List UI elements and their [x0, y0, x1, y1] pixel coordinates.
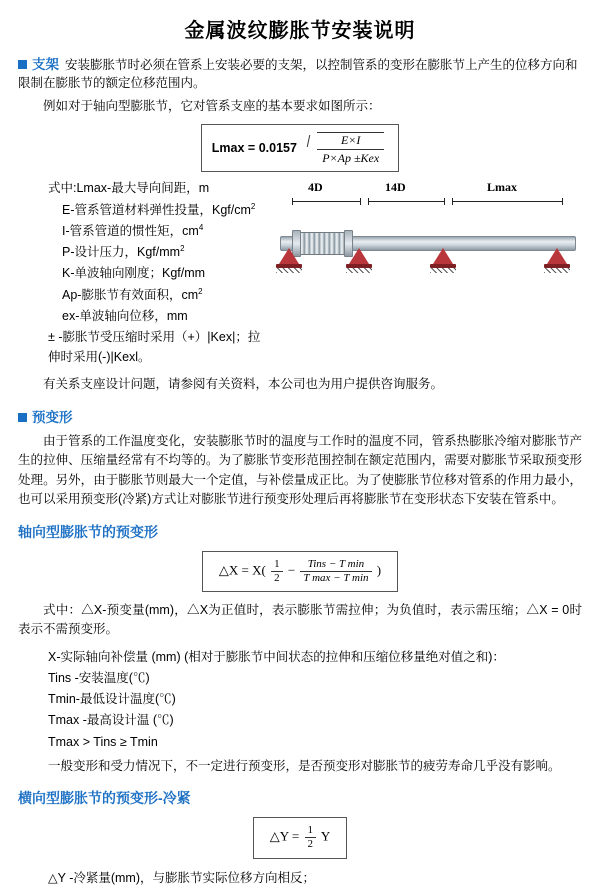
- lmax-formula: [18, 124, 582, 172]
- support-hatching: [430, 268, 456, 273]
- axial-equation-minus: −: [287, 562, 296, 578]
- pipe-support-guide: [544, 248, 570, 274]
- pipe-support-anchor: [276, 248, 302, 274]
- axial-equation-box: [202, 551, 398, 592]
- dimension-tick: [368, 198, 369, 205]
- definition-item: P-设计压力，Kgf/$mm^2$: [62, 243, 185, 260]
- axial-equation-lhs: △X = X(: [218, 562, 266, 578]
- support-hatching: [544, 268, 570, 273]
- axial-temp-denominator: T max − T min: [303, 571, 369, 584]
- definitions-column: [18, 178, 268, 368]
- axial-note: Tmin-最低设计温度(℃): [48, 692, 176, 707]
- axial-note: 式中：△X-预变量(mm)，△X为正值时，表示膨胀节需拉伸；为负值时，表示需压缩；△X = 0时表示不需预变形。: [18, 602, 582, 637]
- lateral-equation-rhs: Y: [320, 828, 331, 844]
- definition-item: K-单波轴向刚度；Kgf/mm: [62, 266, 206, 281]
- definition-item: E-管系管道材料弹性投量，Kgf/$cm^2$: [62, 201, 256, 217]
- blue-square-icon: [18, 413, 27, 422]
- lmax-numerator: E×I: [317, 133, 384, 150]
- lateral-half-denominator: 2: [307, 838, 314, 851]
- diagram-dimension-labels: [272, 180, 582, 196]
- definition-item: ex-单波轴向位移，mm: [62, 308, 188, 323]
- diagram-dimension-rule: [278, 198, 576, 204]
- pipe-support-guide: [430, 248, 456, 274]
- diagram-pipe-assembly: [272, 210, 582, 288]
- axial-half-denominator: 2: [274, 571, 280, 584]
- bellows-element: [298, 232, 346, 255]
- axial-note: Tins -安装温度(℃): [48, 670, 150, 685]
- subsection-heading-lateral: 横向型膨胀节的预变形-冷紧: [18, 790, 191, 807]
- lateral-half-numerator: 1: [305, 824, 317, 838]
- definition-item: 式中:Lmax-最大导向间距，m: [48, 181, 210, 196]
- axial-equation-rhs: ): [376, 562, 382, 578]
- blue-square-icon: [18, 60, 27, 69]
- support-triangle-icon: [349, 248, 369, 264]
- axial-temp-fraction: [300, 558, 371, 585]
- section-predeform-para1: 由于管系的工作温度变化，安装膨胀节时的温度与工作时的温度不同，管系热膨胀冷缩对膨胀节产生的拉伸、压缩量经常有不均等的。为了膨胀节变形范围控制在额定范围内，需要对膨胀节采取预变形处理。另外，由于膨胀节则最大一个定值，与补偿量成正比。为了使膨胀节位移对管系的作用力最小，也可以采用预变形(冷紧)方式让对膨胀节进行预变形处理后再将膨胀节在变形状态下安装在管系中。: [18, 434, 582, 507]
- section-support-para2: 例如对于轴向型膨胀节，它对管系支座的基本要求如图所示：: [43, 99, 381, 113]
- lateral-equation-lhs: △Y =: [269, 828, 300, 844]
- lateral-equation-box: [253, 817, 347, 858]
- dimension-segment: [292, 201, 360, 202]
- lateral-note: △Y -冷紧量(mm)，与膨胀节实际位移方向相反；: [48, 870, 316, 885]
- section-heading-predeform: [18, 406, 582, 426]
- axial-half-fraction: [271, 558, 283, 585]
- lateral-equation: [18, 817, 582, 858]
- dimension-segment: [452, 201, 562, 202]
- dimension-tick: [444, 198, 445, 205]
- diagram-column: [272, 178, 582, 296]
- dimension-label-4d: 4D: [308, 180, 323, 195]
- section-heading-support: [18, 53, 582, 91]
- support-triangle-icon: [547, 248, 567, 264]
- lmax-formula-box: [201, 124, 399, 172]
- expansion-joint-diagram: [272, 180, 582, 290]
- axial-equation: [18, 551, 582, 592]
- section-support-lead: 安装膨胀节时必须在管系上安装必要的支架，以控制管系的变形在膨胀节上产生的位移方向和限制在膨胀节的额定位移范围内。: [18, 58, 578, 90]
- dimension-tick: [292, 198, 293, 205]
- pipe-support-guide: [346, 248, 372, 274]
- dimension-tick: [452, 198, 453, 205]
- definition-item: ± -膨胀节受压缩时采用（+）|Kex|；拉伸时采用(-)|Kexl。: [48, 330, 261, 365]
- dimension-label-lmax: Lmax: [487, 180, 517, 195]
- axial-note: 一般变形和受力情况下，不一定进行预变形，是否预变形对膨胀节的疲劳寿命几乎没有影响。: [48, 758, 561, 773]
- axial-note: Tmax > Tins ≥ Tmin: [48, 734, 158, 749]
- axial-half-numerator: 1: [271, 558, 283, 572]
- support-triangle-icon: [279, 248, 299, 264]
- definition-item: I-管系管道的惯性矩，$cm^4$: [62, 222, 204, 238]
- subsection-heading-axial: 轴向型膨胀节的预变形: [18, 523, 158, 540]
- lateral-half-fraction: [305, 824, 317, 851]
- lmax-formula-label: Lmax = 0.0157: [211, 141, 297, 156]
- document-page: [0, 14, 600, 885]
- section-heading-predeform-label: 预变形: [32, 410, 73, 425]
- definitions-and-diagram: [18, 178, 582, 368]
- support-hatching: [276, 268, 302, 273]
- section-heading-support-label: 支架: [32, 57, 59, 72]
- section-support-closing: 有关系支座设计问题，请参阅有关资料，本公司也为用户提供咨询服务。: [43, 376, 444, 391]
- definition-item: Ap-膨胀节有效面积，$cm^2$: [62, 286, 203, 302]
- dimension-tick: [360, 198, 361, 205]
- dimension-tick: [562, 198, 563, 205]
- dimension-label-14d: 14D: [385, 180, 406, 195]
- support-triangle-icon: [433, 248, 453, 264]
- support-hatching: [346, 268, 372, 273]
- axial-temp-numerator: Tins − T min: [300, 558, 371, 572]
- lmax-fraction: [317, 132, 384, 166]
- axial-note: Tmax -最高设计温 (℃): [48, 713, 174, 728]
- lmax-denominator: P×Ap ±Kex: [322, 151, 380, 166]
- dimension-segment: [368, 201, 444, 202]
- document-body: [0, 53, 600, 888]
- page-title: 金属波纹膨胀节安装说明: [184, 20, 416, 42]
- axial-note: X-实际轴向补偿量 (mm) (相对于膨胀节中间状态的拉伸和压缩位移量绝对值之和)：: [48, 649, 505, 664]
- lmax-radical: [306, 130, 384, 166]
